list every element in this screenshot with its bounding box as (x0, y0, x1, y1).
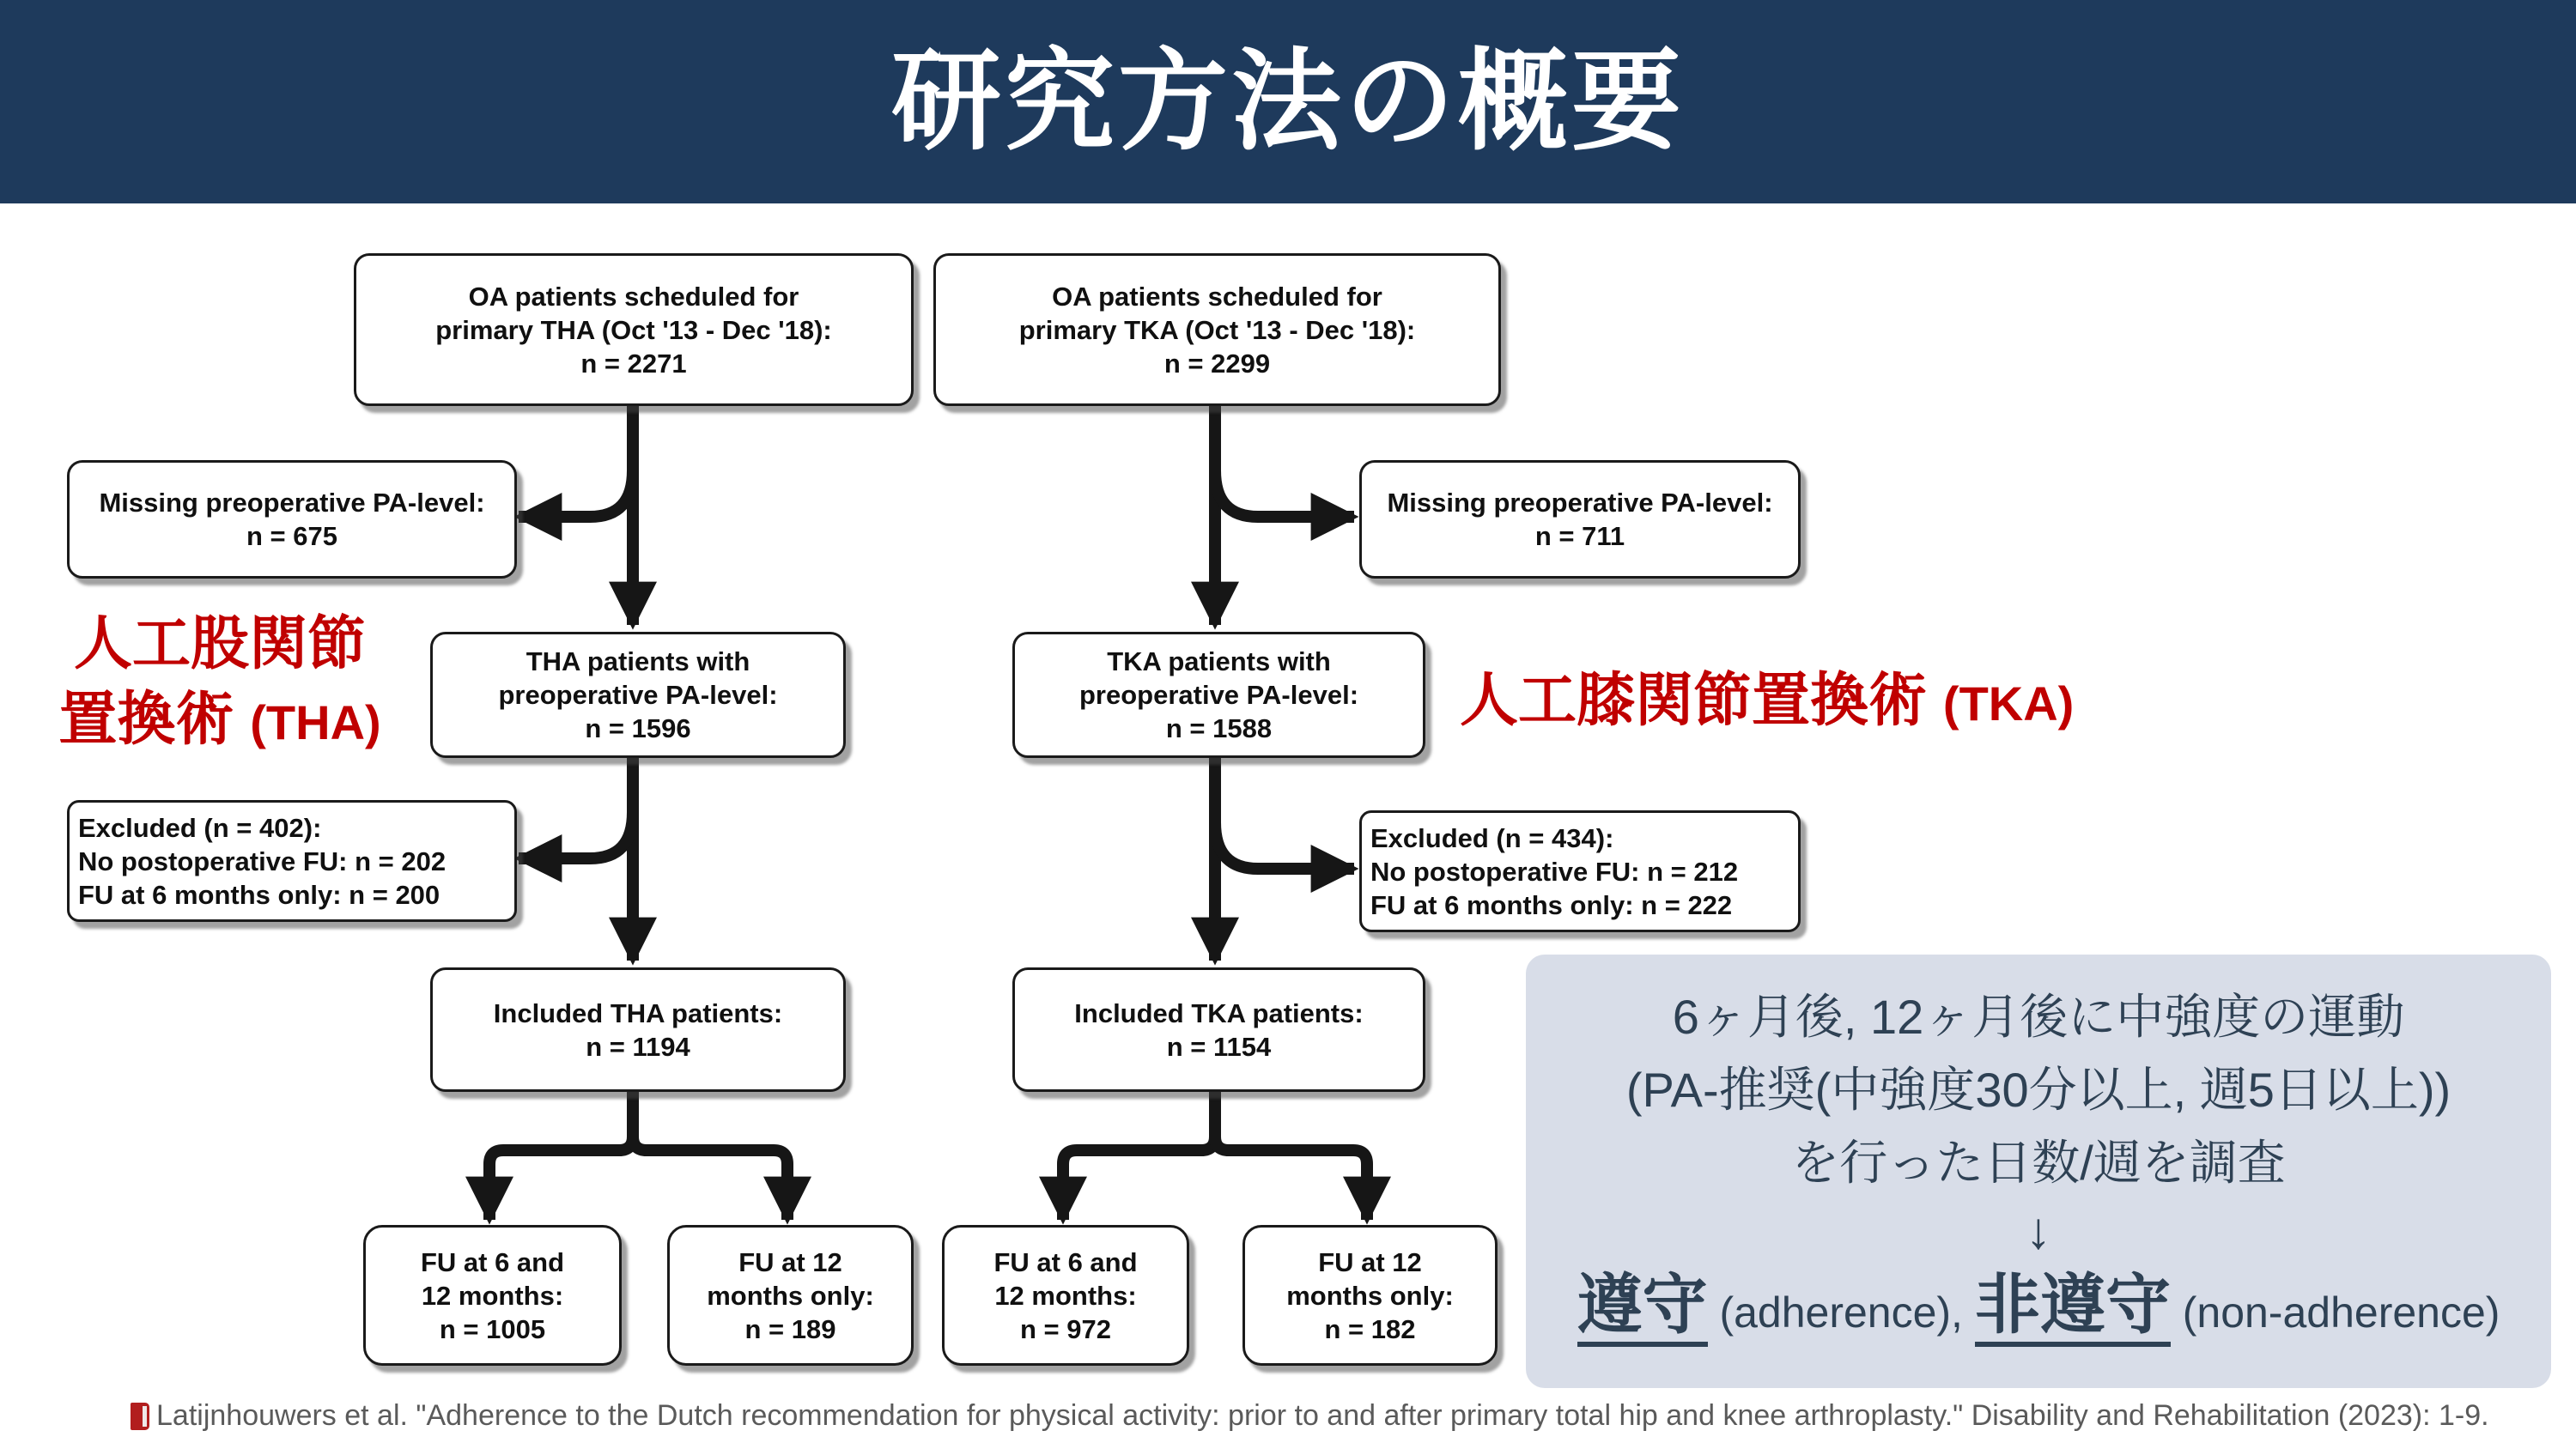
box-tha-with-pa (430, 632, 846, 758)
box-line: n = 711 (1534, 521, 1625, 551)
box-line: months only: (707, 1280, 874, 1311)
box-line: preoperative PA-level: (498, 680, 778, 710)
arrow-tha-missing (519, 470, 633, 517)
box-line: n = 1596 (585, 713, 691, 743)
label-tha (34, 606, 405, 761)
note-line3: を行った日数/週を調査 (1791, 1136, 2286, 1190)
nonadherence-en: (non-adherence) (2170, 1288, 2500, 1337)
note-line1: 6ヶ月後, 12ヶ月後に中強度の運動 (1672, 990, 2405, 1044)
box-line: n = 1154 (1166, 1031, 1272, 1062)
citation-text: Latijnhouwers et al. "Adherence to the Dutch recommendation for physical activity: prior to and after primary total hip and knee arthroplasty." Disability and Rehabilitation (2023): 1-9. (156, 1399, 2489, 1432)
box-fu-12only-tha (667, 1225, 914, 1366)
box-oa-tha (354, 253, 914, 406)
box-line: Included TKA patients: (1074, 997, 1364, 1028)
box-line: No postoperative FU: n = 212 (1370, 856, 1739, 887)
arrow-tka-split-left (1063, 1137, 1215, 1220)
box-line: OA patients scheduled for (1052, 281, 1382, 312)
label-text: 人工膝関節置換術 (1460, 668, 1928, 733)
label-text-en: (TKA) (1942, 676, 2075, 731)
box-line: n = 2299 (1163, 348, 1271, 379)
box-line: FU at 6 and (420, 1246, 565, 1277)
box-line: FU at 6 and (993, 1246, 1138, 1277)
box-line: n = 1588 (1165, 713, 1273, 743)
box-line: n = 182 (1324, 1313, 1416, 1344)
arrow-tka-missing (1215, 470, 1354, 517)
nonadherence-term: 非遵守 (1975, 1269, 2171, 1347)
box-line: 12 months: (421, 1280, 564, 1311)
arrow-tha-split-right (633, 1137, 787, 1220)
box-line: FU at 6 months only: n = 222 (1370, 889, 1733, 920)
box-oa-tka (933, 253, 1501, 406)
adherence-term: 遵守 (1577, 1269, 1708, 1347)
citation (131, 1399, 2561, 1433)
box-line: Missing preoperative PA-level: (99, 488, 485, 518)
box-line: TKA patients with (1107, 646, 1331, 676)
box-line: OA patients scheduled for (468, 281, 799, 312)
box-included-tha (430, 967, 846, 1092)
box-fu-both-tka (942, 1225, 1189, 1366)
box-line: months only: (1286, 1280, 1454, 1311)
arrow-tha-excluded (519, 812, 633, 858)
box-line: Included THA patients: (493, 997, 783, 1028)
box-missing-tka (1359, 460, 1801, 579)
label-text-en: (THA) (250, 695, 381, 749)
box-line: n = 1194 (586, 1031, 690, 1062)
box-fu-12only-tka (1242, 1225, 1498, 1366)
arrow-tha-split-left (489, 1137, 633, 1220)
box-line: n = 675 (246, 521, 337, 551)
box-included-tka (1012, 967, 1425, 1092)
box-fu-both-tha (363, 1225, 622, 1366)
box-line: FU at 12 (738, 1246, 842, 1277)
label-text: 人工股関節 (73, 611, 366, 676)
box-line: FU at 12 (1318, 1246, 1422, 1277)
box-line: n = 1005 (439, 1313, 546, 1344)
note-line2: (PA-推奨(中強度30分以上, 週5日以上)) (1625, 1063, 2451, 1117)
box-line: No postoperative FU: n = 202 (78, 846, 447, 876)
box-line: primary TKA (Oct '13 - Dec '18): (1018, 314, 1416, 345)
arrow-tka-split-right (1215, 1137, 1367, 1220)
box-line: Excluded (n = 434): (1370, 822, 1614, 853)
box-line: Missing preoperative PA-level: (1387, 488, 1773, 518)
adherence-en: (adherence), (1707, 1288, 1975, 1337)
label-tka (1460, 663, 2074, 742)
label-text: 置換術 (58, 687, 234, 752)
box-line: n = 2271 (580, 348, 687, 379)
box-line: 12 months: (994, 1280, 1137, 1311)
box-excluded-tha (67, 800, 517, 922)
note-box (1526, 955, 2551, 1388)
box-line: n = 189 (744, 1313, 836, 1344)
box-line: THA patients with (526, 646, 750, 676)
note-adherence-line (1526, 1263, 2551, 1355)
red-book-icon (131, 1403, 149, 1430)
box-missing-tha (67, 460, 517, 579)
label-tha-line2 (34, 682, 405, 761)
down-arrow-glyph: ↓ (2026, 1202, 2051, 1259)
box-line: preoperative PA-level: (1078, 680, 1359, 710)
box-line: Excluded (n = 402): (78, 812, 322, 843)
box-line: primary THA (Oct '13 - Dec '18): (435, 314, 832, 345)
box-excluded-tka (1359, 810, 1801, 932)
box-line: FU at 6 months only: n = 200 (78, 879, 440, 910)
arrow-tka-excluded (1215, 822, 1354, 869)
box-tka-with-pa (1012, 632, 1425, 758)
page-title: 研究方法の概要 (890, 39, 1685, 163)
label-tha-line1 (34, 606, 405, 682)
box-line: n = 972 (1020, 1313, 1111, 1344)
